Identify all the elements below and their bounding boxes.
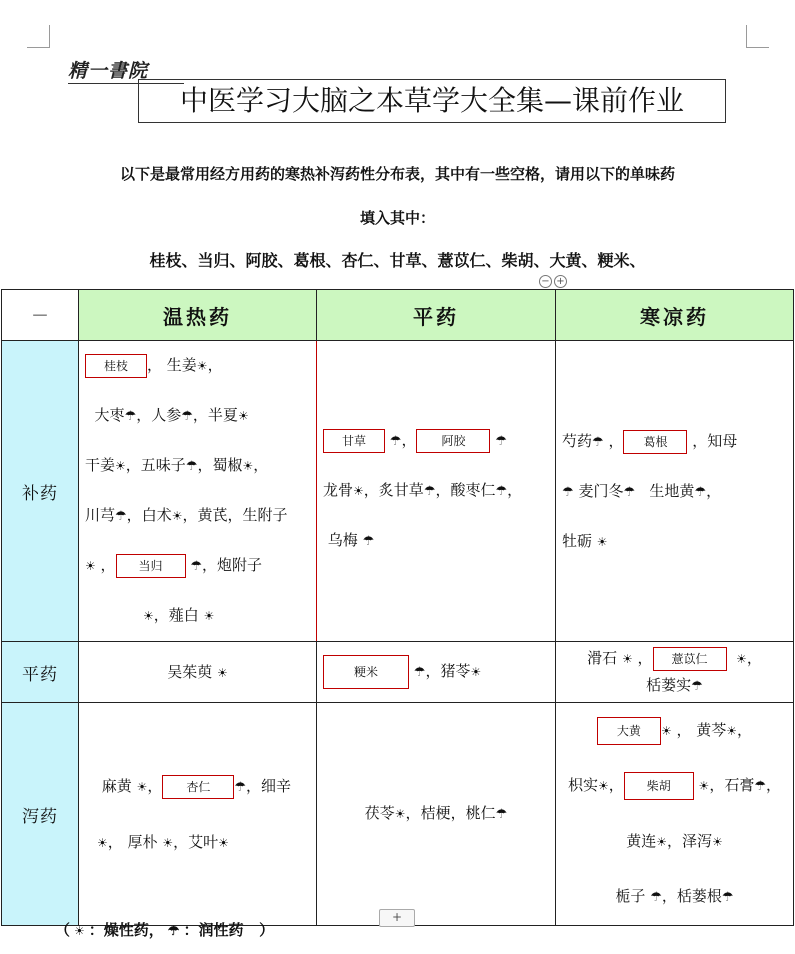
moist-icon: ☂	[650, 890, 662, 905]
intro-line-2: 填入其中：	[359, 209, 435, 227]
herb-baizhu: 白术	[141, 506, 172, 524]
moist-icon: ☂	[389, 434, 402, 449]
herb-huashi: 滑石	[587, 648, 618, 667]
herb-fuling: 茯苓	[364, 804, 395, 822]
herb-shengdihuang: 生地黄	[649, 481, 695, 500]
moist-icon: ☂	[694, 484, 707, 500]
moist-icon: ☂	[623, 484, 636, 500]
moist-icon: ☂	[413, 665, 426, 680]
dry-icon: ☀	[115, 459, 126, 473]
herb-dazao: 大枣	[94, 406, 125, 424]
herb-shigao: 石膏	[724, 776, 755, 794]
herb-maimendong: 麦门冬	[578, 481, 624, 500]
herb-aiye: 艾叶	[188, 832, 219, 851]
dry-icon: ☀	[656, 835, 667, 849]
herb-zhimu: 知母	[707, 431, 738, 450]
herb-longgu: 龙骨	[323, 481, 354, 499]
dry-icon: ☀	[394, 807, 406, 821]
moist-icon: ☂	[124, 409, 137, 424]
col-header-warm: 温热药	[79, 290, 317, 341]
dry-icon: ☀	[74, 924, 85, 938]
herb-shengjiang: 生姜	[166, 356, 197, 374]
herb-wumei: 乌梅	[327, 531, 358, 549]
moist-icon: ☂	[495, 434, 507, 449]
herb-taoren: 桃仁	[465, 804, 496, 822]
table-corner: －	[2, 290, 79, 341]
dry-icon: ☀	[143, 609, 154, 623]
herb-shujiao: 蜀椒	[212, 456, 243, 474]
answer-box-yiyiren[interactable]: 薏苡仁	[653, 647, 727, 671]
herb-list: 桂枝、当归、阿胶、葛根、杏仁、甘草、薏苡仁、柴胡、大黄、粳米、	[149, 251, 646, 270]
legend-dry-label: ：燥性药，	[88, 921, 164, 939]
moist-icon: ☂	[185, 459, 198, 474]
answer-box-gancao[interactable]: 甘草	[323, 429, 385, 453]
dry-icon: ☀	[162, 835, 174, 850]
add-row-button[interactable]: +	[379, 909, 415, 927]
dry-icon: ☀	[726, 724, 738, 738]
academy-logo: 精一書院	[68, 56, 184, 84]
herb-jiegeng: 桔梗	[420, 804, 451, 822]
herb-huanglian: 黄连	[626, 832, 657, 850]
symbol-legend	[55, 919, 274, 940]
intro-line-1: 以下是最常用经方用药的寒热补泻药性分布表，其中有一些空格，请用以下的单味药	[119, 165, 675, 183]
moist-icon: ☂	[495, 484, 508, 499]
herb-mahuang: 麻黄	[101, 776, 132, 795]
dry-icon: ☀	[470, 665, 482, 679]
dry-icon: ☀	[698, 779, 710, 793]
herb-banxia: 半夏	[207, 406, 238, 424]
herb-wuweizi: 五味子	[140, 456, 186, 474]
herb-shaoyao: 芍药	[562, 431, 593, 450]
cell-tonify-neutral: 甘草 ☂， 阿胶 ☂ 龙骨☀，炙甘草☂，酸枣仁☂， 乌梅 ☂	[317, 341, 556, 642]
row-header-tonify: 补药	[2, 341, 79, 642]
table-row-purge	[2, 703, 794, 926]
moist-icon: ☂	[190, 559, 202, 574]
herb-zhizi: 栀子	[615, 887, 646, 905]
dry-icon: ☀	[237, 409, 249, 423]
page-corner-mark-top-left	[27, 25, 50, 48]
answer-box-dahuang[interactable]: 大黄	[597, 717, 661, 745]
legend-open-paren: （	[55, 921, 71, 939]
dry-icon: ☀	[217, 665, 228, 680]
herb-gualougen: 栝蒌根	[676, 887, 722, 905]
dry-icon: ☀	[203, 609, 215, 623]
herb-huangqi: 黄芪	[197, 506, 228, 524]
legend-close-paren: ）	[259, 921, 275, 939]
moist-icon: ☂	[115, 509, 127, 524]
herb-ganjiang: 干姜	[85, 456, 116, 474]
moist-icon: ☂	[495, 807, 508, 822]
answer-box-jingmi[interactable]: 粳米	[323, 655, 409, 689]
dry-icon: ☀	[712, 835, 723, 849]
dry-icon: ☀	[660, 724, 672, 738]
herb-chuanxiong: 川芎	[85, 506, 116, 524]
table-header-row	[2, 290, 794, 341]
herb-renshen: 人参	[151, 406, 182, 424]
herb-gualoushi: 栝蒌实	[646, 675, 692, 694]
dry-icon: ☀	[597, 779, 609, 793]
herb-shengfuzi: 生附子	[242, 506, 288, 524]
dry-icon: ☀	[242, 459, 254, 473]
herb-zhigancao: 炙甘草	[378, 481, 424, 499]
remove-column-button[interactable]: −	[539, 275, 552, 288]
cell-tonify-cold: 芍药☂ ， 葛根 ，知母 ☂ 麦门冬☂ 生地黄☂， 牡砺 ☀	[556, 341, 794, 642]
moist-icon: ☂	[592, 434, 604, 450]
col-header-cold: 寒凉药	[556, 290, 794, 341]
moist-icon: ☂	[423, 484, 436, 499]
herb-xixin: 细辛	[261, 776, 292, 795]
herb-muli: 牡砺	[562, 531, 593, 550]
dry-icon: ☀	[218, 835, 229, 850]
dry-icon: ☀	[97, 835, 108, 850]
answer-box-ejiao[interactable]: 阿胶	[416, 429, 490, 453]
moist-icon: ☂	[754, 779, 766, 794]
moist-icon: ☂	[362, 534, 375, 549]
moist-icon: ☂	[721, 890, 734, 905]
moist-icon: ☂	[562, 484, 574, 500]
table-row-tonify	[2, 341, 794, 642]
moist-icon: ☂	[234, 779, 247, 795]
answer-box-gegen[interactable]: 葛根	[623, 430, 687, 454]
legend-moist-label: ：润性药	[183, 921, 244, 939]
add-column-button[interactable]: +	[554, 275, 567, 288]
dry-icon: ☀	[136, 779, 148, 794]
herb-property-table	[1, 289, 794, 926]
answer-box-danggui[interactable]: 当归	[116, 554, 186, 578]
cell-neutral-neutral: 粳米 ☂，猪苓☀	[317, 642, 556, 703]
cell-purge-cold: 大黄 ☀ ， 黄芩☀， 枳实☀， 柴胡 ☀，石膏☂，黄连☀，泽泻☀ 栀子 ☂，栝蒌根☂	[556, 703, 794, 926]
answer-box-chaihu[interactable]: 柴胡	[624, 772, 694, 800]
dry-icon: ☀	[736, 651, 747, 666]
table-row-neutral	[2, 642, 794, 703]
herb-xiebai: 薤白	[168, 606, 199, 624]
herb-zhuling: 猪苓	[440, 662, 471, 680]
dry-icon: ☀	[353, 484, 364, 498]
table-column-controls	[539, 275, 569, 288]
page-corner-mark-top-right	[746, 25, 769, 48]
herb-suanzaoren: 酸枣仁	[450, 481, 496, 499]
cell-neutral-warm	[79, 642, 317, 703]
dry-icon: ☀	[596, 534, 608, 549]
dry-icon: ☀	[196, 359, 208, 373]
row-header-neutral: 平药	[2, 642, 79, 703]
herb-houpu: 厚朴	[127, 832, 158, 851]
cell-tonify-warm: 桂枝 ， 生姜☀， 大枣☂，人参☂，半夏☀ 干姜☀，五味子☂，蜀椒☀， 川芎☂，白术☀，黄芪，生附子 ☀ ， 当归 ☂，炮附子 ☀，薤白 ☀	[79, 341, 317, 642]
cell-neutral-cold: 滑石 ☀ ， 薏苡仁 ☀， 栝蒌实☂	[556, 642, 794, 703]
herb-zexie: 泽泻	[682, 832, 713, 850]
answer-box-guizhi[interactable]: 桂枝	[85, 354, 147, 378]
cell-purge-neutral: 茯苓☀，桔梗，桃仁☂	[317, 703, 556, 926]
moist-icon: ☂	[167, 924, 180, 939]
herb-paofuzi: 炮附子	[217, 556, 263, 574]
dry-icon: ☀	[171, 509, 183, 523]
moist-icon: ☂	[181, 409, 193, 424]
herb-huangqin: 黄芩	[696, 721, 727, 739]
answer-box-xingren[interactable]: 杏仁	[162, 775, 234, 799]
moist-icon: ☂	[691, 678, 703, 694]
page-title: 中医学习大脑之本草学大全集—课前作业	[138, 79, 726, 123]
col-header-neutral: 平药	[317, 290, 556, 341]
dry-icon: ☀	[85, 559, 96, 573]
cell-purge-warm: 麻黄 ☀， 杏仁 ☂，细辛☀， 厚朴 ☀，艾叶☀	[79, 703, 317, 926]
row-header-purge: 泻药	[2, 703, 79, 926]
herb-zhishi: 枳实	[567, 776, 598, 794]
herb-wuzhuyu: 吴茱萸	[167, 662, 213, 681]
dry-icon: ☀	[621, 651, 633, 666]
